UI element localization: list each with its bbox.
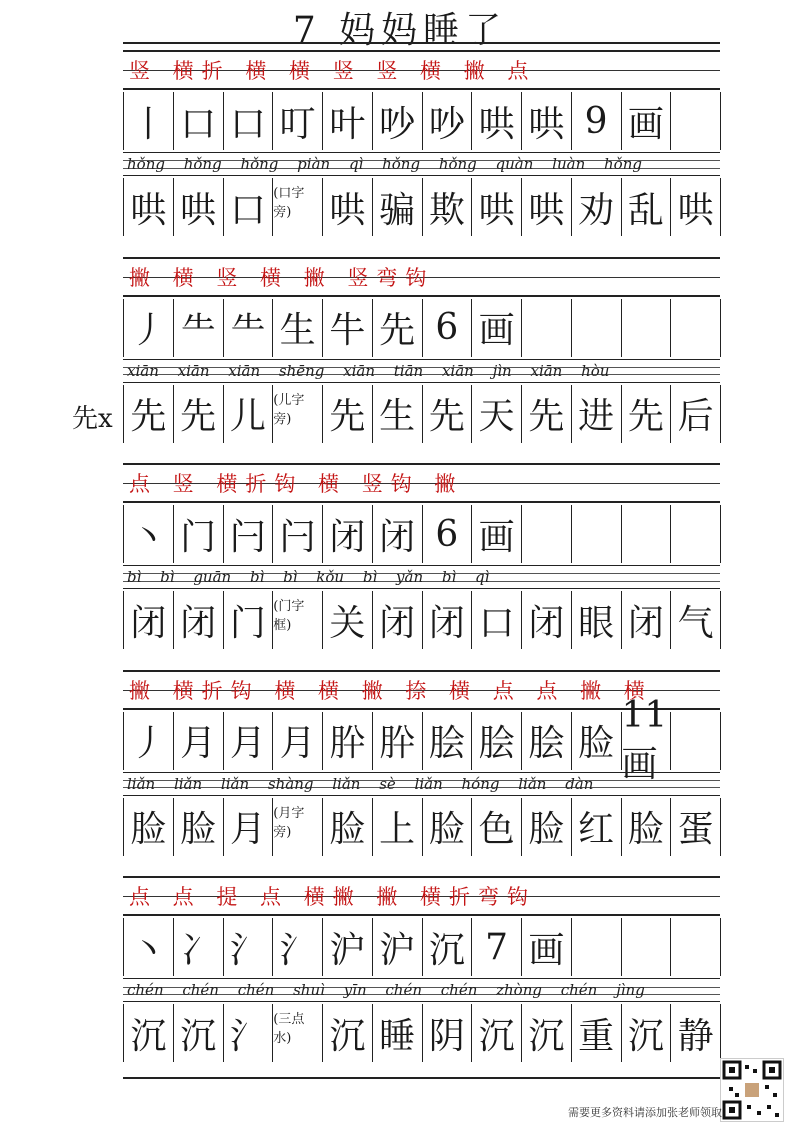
word-practice-grid (123, 385, 720, 443)
grid-cell: 月 (174, 712, 224, 770)
grid-cell: 脍 (522, 712, 572, 770)
page-title: 7 妈妈睡了 (292, 10, 508, 51)
word-cell: 睡 (373, 1004, 423, 1062)
word-cell: 儿 (224, 385, 274, 443)
qr-code-image (720, 1058, 784, 1122)
grid-cell (671, 299, 721, 357)
grid-cell: 叶 (323, 92, 373, 150)
grid-cell: ⺧ (224, 299, 274, 357)
word-cell: 阴 (423, 1004, 473, 1062)
stroke-sequence-grid (123, 918, 720, 976)
word-cell: 先 (622, 385, 672, 443)
pinyin-row (123, 978, 720, 1002)
word-cell: 气 (671, 591, 721, 649)
word-cell: 闭 (522, 591, 572, 649)
word-cell: 红 (572, 798, 622, 856)
stroke-order-row (123, 257, 720, 297)
word-cell: 哄 (323, 178, 373, 236)
stroke-order-row (123, 876, 720, 916)
word-cell: 沉 (522, 1004, 572, 1062)
pinyin-row (123, 152, 720, 176)
word-cell: 乱 (622, 178, 672, 236)
grid-cell: 吵 (423, 92, 473, 150)
grid-cell: 丿 (124, 712, 174, 770)
word-cell: 沉 (622, 1004, 672, 1062)
grid-cell: 月 (273, 712, 323, 770)
word-cell: 上 (373, 798, 423, 856)
word-cell: 闭 (423, 591, 473, 649)
grid-cell: 牛 (323, 299, 373, 357)
word-cell: (月字旁) (273, 798, 323, 856)
grid-cell: 闩 (224, 505, 274, 563)
word-cell: 口 (224, 178, 274, 236)
word-cell: 口 (472, 591, 522, 649)
grid-cell: 肸 (323, 712, 373, 770)
word-cell: 关 (323, 591, 373, 649)
word-cell: 生 (373, 385, 423, 443)
grid-cell: 脸 (572, 712, 622, 770)
word-cell: 哄 (174, 178, 224, 236)
word-cell: (三点水) (273, 1004, 323, 1062)
grid-cell (522, 299, 572, 357)
grid-cell: 闭 (323, 505, 373, 563)
stroke-names: 撇 横折钩 横 横 撇 捺 横 点 点 撇 横 (129, 678, 653, 703)
grid-cell: 口 (224, 92, 274, 150)
word-practice-grid (123, 798, 720, 856)
grid-cell: 沉 (423, 918, 473, 976)
grid-cell (522, 505, 572, 563)
word-cell: 眼 (572, 591, 622, 649)
grid-cell: 6 (423, 505, 473, 563)
word-cell: 脸 (622, 798, 672, 856)
stroke-order-row (123, 50, 720, 90)
word-cell: 蛋 (671, 798, 721, 856)
grid-cell: 11画 (622, 712, 672, 770)
grid-cell (622, 505, 672, 563)
grid-cell (622, 299, 672, 357)
word-cell: 脸 (323, 798, 373, 856)
word-cell: 后 (671, 385, 721, 443)
word-cell: 劝 (572, 178, 622, 236)
stroke-sequence-grid (123, 505, 720, 563)
grid-cell: 丨 (124, 92, 174, 150)
word-cell: 天 (472, 385, 522, 443)
stroke-order-row (123, 463, 720, 503)
grid-cell: 画 (472, 505, 522, 563)
grid-cell: 画 (622, 92, 672, 150)
grid-cell: 生 (273, 299, 323, 357)
grid-cell: 月 (224, 712, 274, 770)
word-cell: (门字框) (273, 591, 323, 649)
word-cell: 脸 (124, 798, 174, 856)
word-cell: 闭 (124, 591, 174, 649)
word-cell: 欺 (423, 178, 473, 236)
grid-cell (572, 505, 622, 563)
grid-cell: 哄 (472, 92, 522, 150)
grid-cell (671, 918, 721, 976)
word-cell: 脸 (174, 798, 224, 856)
footer-note: 需要更多资料请添加张老师领取 (568, 1106, 722, 1119)
word-cell: 先 (323, 385, 373, 443)
word-cell: 脸 (423, 798, 473, 856)
word-cell: 色 (472, 798, 522, 856)
word-cell: 闭 (622, 591, 672, 649)
side-note: 先x (72, 404, 113, 434)
word-cell: 先 (174, 385, 224, 443)
word-cell: 哄 (522, 178, 572, 236)
pinyin-text: xiān xiān xiān shēng xiān tiān xiān jìn xiān hòu (127, 361, 610, 380)
word-cell: 重 (572, 1004, 622, 1062)
grid-cell: 吵 (373, 92, 423, 150)
grid-cell: 门 (174, 505, 224, 563)
grid-cell (622, 918, 672, 976)
word-practice-grid (123, 1004, 720, 1062)
grid-cell (572, 299, 622, 357)
grid-cell (572, 918, 622, 976)
grid-cell: 画 (522, 918, 572, 976)
grid-cell: 脍 (423, 712, 473, 770)
grid-cell: 口 (174, 92, 224, 150)
word-cell: 哄 (124, 178, 174, 236)
word-cell: 沉 (174, 1004, 224, 1062)
stroke-names: 点 竖 横折钩 横 竖钩 撇 (129, 472, 464, 497)
word-cell: (口字旁) (273, 178, 323, 236)
stroke-names: 点 点 提 点 横撇 撇 横折弯钩 (129, 885, 537, 910)
word-cell: 哄 (671, 178, 721, 236)
word-cell: 沉 (472, 1004, 522, 1062)
grid-cell (671, 712, 721, 770)
grid-cell: 丿 (124, 299, 174, 357)
word-cell: 脸 (522, 798, 572, 856)
pinyin-row (123, 359, 720, 383)
grid-cell: 闩 (273, 505, 323, 563)
word-cell: 门 (224, 591, 274, 649)
pinyin-row (123, 565, 720, 589)
word-practice-grid (123, 591, 720, 649)
word-cell: 沉 (323, 1004, 373, 1062)
pinyin-text: chén chén chén shuì yīn chén chén zhòng chén jìng (127, 981, 645, 1000)
grid-cell: ⺧ (174, 299, 224, 357)
grid-cell: 沪 (323, 918, 373, 976)
grid-cell: 先 (373, 299, 423, 357)
grid-cell: 沪 (373, 918, 423, 976)
word-cell: 闭 (174, 591, 224, 649)
word-cell: 进 (572, 385, 622, 443)
pinyin-text: hǒng hǒng hǒng piàn qì hǒng hǒng quàn luàn hǒng (127, 155, 642, 173)
word-cell: 先 (423, 385, 473, 443)
word-cell: 静 (671, 1004, 721, 1062)
grid-cell: 闭 (373, 505, 423, 563)
word-cell: 闭 (373, 591, 423, 649)
grid-cell: 7 (472, 918, 522, 976)
word-practice-grid (123, 178, 720, 236)
stroke-sequence-grid (123, 299, 720, 357)
word-cell: 沉 (124, 1004, 174, 1062)
practice-sheet (123, 42, 720, 1079)
grid-cell (671, 92, 721, 150)
pinyin-row (123, 772, 720, 796)
grid-cell: 肸 (373, 712, 423, 770)
grid-cell: 脍 (472, 712, 522, 770)
stroke-names: 竖 横折 横 横 竖 竖 横 撇 点 (129, 59, 537, 83)
grid-cell: 哄 (522, 92, 572, 150)
grid-cell: 氵 (224, 918, 274, 976)
word-cell: 先 (522, 385, 572, 443)
word-cell: 哄 (472, 178, 522, 236)
pinyin-text: liǎn liǎn liǎn shàng liǎn sè liǎn hóng liǎn dàn (127, 774, 594, 793)
grid-cell: 6 (423, 299, 473, 357)
word-cell: 先 (124, 385, 174, 443)
grid-cell: 氵 (273, 918, 323, 976)
grid-cell: 画 (472, 299, 522, 357)
stroke-names: 撇 横 竖 横 撇 竖弯钩 (129, 265, 435, 290)
grid-cell: 丶 (124, 918, 174, 976)
word-cell: (儿字旁) (273, 385, 323, 443)
grid-cell: 叮 (273, 92, 323, 150)
word-cell: 月 (224, 798, 274, 856)
word-cell: 骗 (373, 178, 423, 236)
pinyin-text: bì bì guān bì bì kǒu bì yǎn bì qì (127, 568, 490, 587)
stroke-sequence-grid (123, 92, 720, 150)
word-cell: 氵 (224, 1004, 274, 1062)
grid-cell (671, 505, 721, 563)
grid-cell: 9 (572, 92, 622, 150)
grid-cell: 冫 (174, 918, 224, 976)
grid-cell: 丶 (124, 505, 174, 563)
